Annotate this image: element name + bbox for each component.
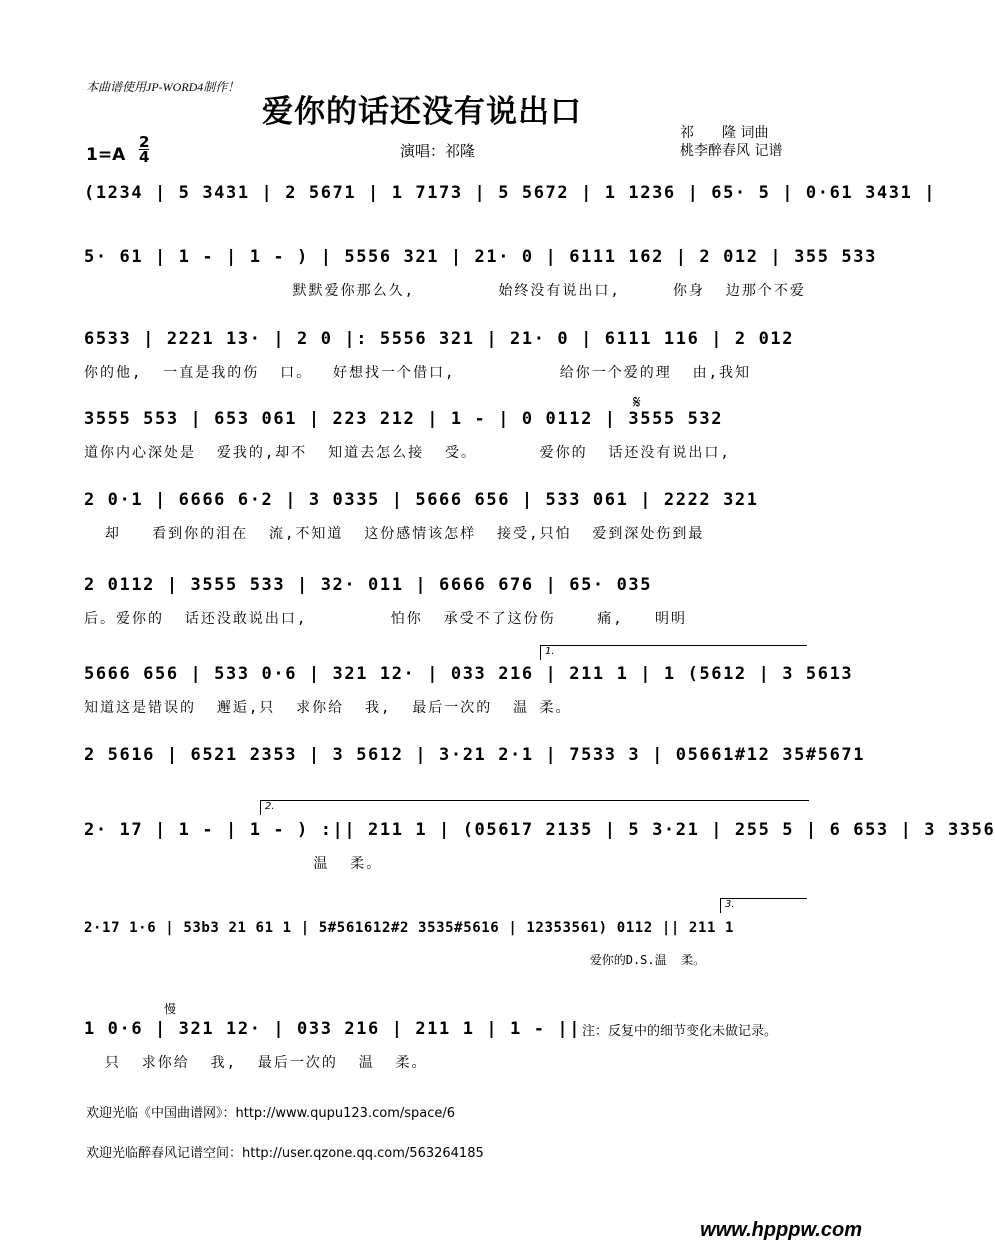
score-row <box>84 409 804 467</box>
notation-line: 1 0·6 | 321 12· | 033 216 | 211 1 | 1 - || <box>84 1019 582 1039</box>
notation-line: 5666 656 | 533 0·6 | 321 12· | 033 216 | 211 1 | 1 (5612 | 3 5613 <box>84 664 854 684</box>
lyricist-composer: 祁 隆 词曲 <box>680 125 769 141</box>
notation-line: 6533 | 2221 13· | 2 0 |: 5556 321 | 21· 0 | 6111 116 | 2 012 <box>84 329 795 349</box>
score-row <box>84 575 804 633</box>
annotation: 注：反复中的细节变化未做记录。 <box>582 1024 778 1039</box>
score-row <box>84 183 937 241</box>
score-row <box>84 490 804 548</box>
footer-link-1[interactable]: 欢迎光临《中国曲谱网》：http://www.qupu123.com/space/6 <box>86 1106 456 1121</box>
footer-link-2[interactable]: 欢迎光临醉春风记谱空间：http://user.qzone.qq.com/563264185 <box>86 1146 484 1161</box>
time-signature <box>139 135 149 164</box>
key-signature: 1=A <box>86 145 126 165</box>
lyrics-line: 知道这是错误的 邂逅,只 求你给 我, 最后一次的 温 柔。 <box>84 700 572 716</box>
lyrics-line: 温 柔。 <box>84 856 383 872</box>
transcriber: 桃李醉春风 记谱 <box>680 143 783 159</box>
notation-line: 2 0112 | 3555 533 | 32· 011 | 6666 676 | 65· 035 <box>84 575 653 595</box>
notation-line: 5· 61 | 1 - | 1 - ) | 5556 321 | 21· 0 | 6111 162 | 2 012 | 355 533 <box>84 247 877 267</box>
score-row <box>84 329 804 387</box>
lyrics-line: 爱你的D.S.温 柔。 <box>84 953 706 967</box>
lyrics-line: 你的他, 一直是我的伤 口。 好想找一个借口, 给你一个爱的理 由,我知 <box>84 365 752 381</box>
score-row <box>84 247 877 305</box>
time-sig-bottom: 4 <box>139 148 150 166</box>
software-credit: 本曲谱使用JP-WORD4制作！ <box>86 80 240 94</box>
volta-3: 3. <box>720 898 807 913</box>
singer: 演唱：祁隆 <box>400 142 476 160</box>
score-row <box>84 918 804 976</box>
score-row <box>84 664 854 722</box>
notation-line: 2·17 1·6 | 53b3 21 61 1 | 5#561612#2 3535#5616 | 12353561) 0112 || 211 1 <box>84 920 735 936</box>
lyrics-line: 却 看到你的泪在 流,不知道 这份感情该怎样 接受,只怕 爱到深处伤到最 <box>84 526 705 542</box>
song-title: 爱你的话还没有说出口 <box>262 94 582 130</box>
notation-line: (1234 | 5 3431 | 2 5671 | 1 7173 | 5 5672 | 1 1236 | 65· 5 | 0·61 3431 | <box>84 183 937 203</box>
watermark: www.hpppw.com <box>700 1219 862 1241</box>
lyrics-line: 道你内心深处是 爱我的,却不 知道去怎么接 受。 爱你的 话还没有说出口, <box>84 445 731 461</box>
score-row <box>84 745 866 803</box>
volta-2: 2. <box>260 800 809 815</box>
segno-icon: 𝄋 <box>633 392 641 413</box>
lyrics-line: 后。爱你的 话还没敢说出口, 怕你 承受不了这份伤 痛, 明明 <box>84 611 688 627</box>
notation-line: 2 0·1 | 6666 6·2 | 3 0335 | 5666 656 | 533 061 | 2222 321 <box>84 490 759 510</box>
notation-line: 2 5616 | 6521 2353 | 3 5612 | 3·21 2·1 | 7533 3 | 05661#12 35#5671 <box>84 745 866 765</box>
lyrics-line: 只 求你给 我, 最后一次的 温 柔。 <box>84 1055 428 1071</box>
notation-line: 3555 553 | 653 061 | 223 212 | 1 - | 0 0112 | 3555 532 <box>84 409 724 429</box>
score-row <box>84 820 995 878</box>
notation-line: 2· 17 | 1 - | 1 - ) :|| 211 1 | (05617 2135 | 5 3·21 | 255 5 | 6 653 | 3 3356 <box>84 820 995 840</box>
tempo-mark: 慢 <box>164 1002 177 1016</box>
time-sig-top: 2 <box>139 133 150 151</box>
volta-1: 1. <box>540 645 807 660</box>
lyrics-line: 默默爱你那么久, 始终没有说出口, 你身 边那个不爱 <box>84 283 806 299</box>
